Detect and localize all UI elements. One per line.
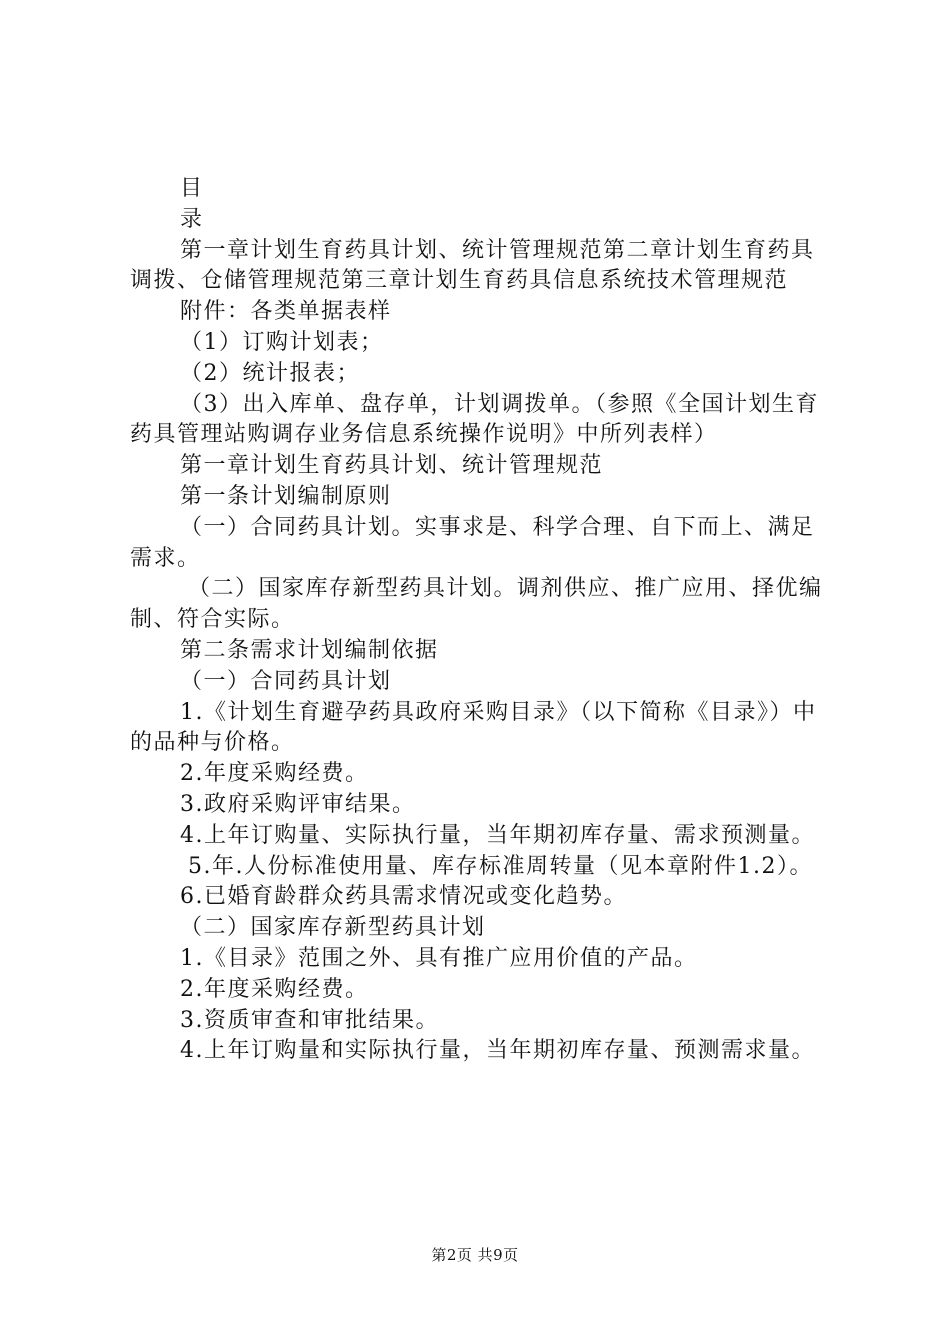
document-body xyxy=(130,174,830,1067)
paragraph: 4.上年订购量和实际执行量，当年期初库存量、预测需求量。 xyxy=(180,1038,815,1064)
paragraph: 4.上年订购量、实际执行量，当年期初库存量、需求预测量。 xyxy=(180,822,815,848)
paragraph: （二）国家库存新型药具计划。调剂供应、推广应用、择优编制、符合实际。 xyxy=(130,576,823,633)
paragraph: （一）合同药具计划 xyxy=(180,668,392,694)
paragraph: （3）出入库单、盘存单，计划调拨单。（参照《全国计划生育药具管理站购调存业务信息系统操作说明》中所列表样） xyxy=(130,391,819,448)
paragraph: （2）统计报表； xyxy=(180,360,360,386)
paragraph: 1.《目录》范围之外、具有推广应用价值的产品。 xyxy=(180,945,698,971)
paragraph: 5.年.人份标准使用量、库存标准周转量（见本章附件1.2）。 xyxy=(188,853,813,879)
page-footer: 第2页 共9页 xyxy=(431,1246,519,1264)
paragraph: 附件：各类单据表样 xyxy=(180,299,392,325)
paragraph: 6.已婚育龄群众药具需求情况或变化趋势。 xyxy=(180,884,627,910)
paragraph: 第二条需求计划编制依据 xyxy=(180,637,439,663)
paragraph: 3.资质审查和审批结果。 xyxy=(180,1007,439,1033)
paragraph: （二）国家库存新型药具计划 xyxy=(180,915,486,941)
paragraph: 录 xyxy=(180,206,204,232)
paragraph: 第一条计划编制原则 xyxy=(180,483,392,509)
paragraph: （1）订购计划表； xyxy=(180,329,384,355)
paragraph: 第一章计划生育药具计划、统计管理规范第二章计划生育药具调拨、仓储管理规范第三章计划生育药具信息系统技术管理规范 xyxy=(130,237,815,294)
paragraph: 2.年度采购经费。 xyxy=(180,761,369,787)
paragraph: 第一章计划生育药具计划、统计管理规范 xyxy=(180,453,604,479)
paragraph: 2.年度采购经费。 xyxy=(180,976,369,1002)
paragraph: 1.《计划生育避孕药具政府采购目录》（以下简称《目录》）中的品种与价格。 xyxy=(130,699,817,756)
paragraph: （一）合同药具计划。实事求是、科学合理、自下而上、满足需求。 xyxy=(130,514,815,571)
paragraph: 目 xyxy=(180,176,204,201)
paragraph: 3.政府采购评审结果。 xyxy=(180,791,416,817)
